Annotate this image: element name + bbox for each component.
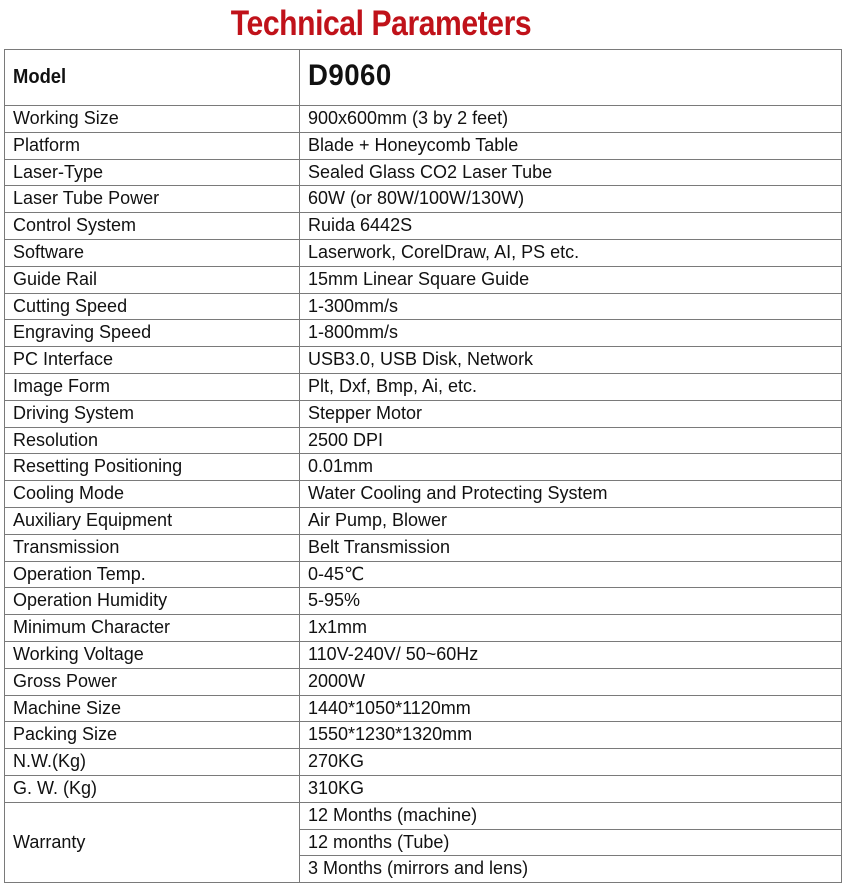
parameter-label: Driving System	[5, 400, 300, 427]
table-row	[5, 347, 842, 374]
table-row	[5, 454, 842, 481]
table-row	[5, 132, 842, 159]
table-row	[5, 534, 842, 561]
parameter-value: 1-300mm/s	[300, 293, 842, 320]
table-row	[5, 615, 842, 642]
parameter-label: Operation Temp.	[5, 561, 300, 588]
parameter-value: Laserwork, CorelDraw, AI, PS etc.	[300, 239, 842, 266]
parameter-value: 2500 DPI	[300, 427, 842, 454]
model-value: D9060	[308, 59, 392, 92]
parameter-label: Engraving Speed	[5, 320, 300, 347]
parameter-label: Cooling Mode	[5, 481, 300, 508]
parameter-label: Resetting Positioning	[5, 454, 300, 481]
parameter-label: Software	[5, 239, 300, 266]
parameter-value: 1550*1230*1320mm	[300, 722, 842, 749]
parameter-label: Guide Rail	[5, 266, 300, 293]
parameter-value: 0.01mm	[300, 454, 842, 481]
parameter-label: Minimum Character	[5, 615, 300, 642]
table-row	[5, 775, 842, 802]
parameter-value: Belt Transmission	[300, 534, 842, 561]
parameter-value: 1440*1050*1120mm	[300, 695, 842, 722]
parameter-label: Resolution	[5, 427, 300, 454]
table-row	[5, 213, 842, 240]
table-row	[5, 106, 842, 133]
parameter-label: Gross Power	[5, 668, 300, 695]
table-row	[5, 159, 842, 186]
parameter-label: Operation Humidity	[5, 588, 300, 615]
parameter-value: 2000W	[300, 668, 842, 695]
parameter-label: Platform	[5, 132, 300, 159]
page-title: Technical Parameters	[230, 4, 532, 43]
parameter-label: G. W. (Kg)	[5, 775, 300, 802]
parameter-value: Air Pump, Blower	[300, 507, 842, 534]
parameter-label: Control System	[5, 213, 300, 240]
warranty-value: 12 Months (machine)	[300, 802, 842, 829]
parameter-label: N.W.(Kg)	[5, 749, 300, 776]
parameter-label: Image Form	[5, 373, 300, 400]
parameter-value: 270KG	[300, 749, 842, 776]
parameter-value: Blade + Honeycomb Table	[300, 132, 842, 159]
warranty-row	[5, 802, 842, 829]
parameter-value: 900x600mm (3 by 2 feet)	[300, 106, 842, 133]
table-row	[5, 373, 842, 400]
table-row	[5, 266, 842, 293]
parameter-value: 0-45℃	[300, 561, 842, 588]
parameter-value: Stepper Motor	[300, 400, 842, 427]
spec-table	[4, 49, 842, 883]
model-label: Model	[13, 66, 67, 88]
parameter-value: 1x1mm	[300, 615, 842, 642]
table-row	[5, 507, 842, 534]
table-row	[5, 293, 842, 320]
parameter-label: Laser-Type	[5, 159, 300, 186]
parameter-value: 15mm Linear Square Guide	[300, 266, 842, 293]
table-row	[5, 186, 842, 213]
warranty-value: 12 months (Tube)	[300, 829, 842, 856]
parameter-value: 60W (or 80W/100W/130W)	[300, 186, 842, 213]
warranty-label: Warranty	[5, 802, 300, 882]
parameter-label: Auxiliary Equipment	[5, 507, 300, 534]
parameter-value: Sealed Glass CO2 Laser Tube	[300, 159, 842, 186]
table-row	[5, 481, 842, 508]
table-row	[5, 239, 842, 266]
model-value-cell	[300, 50, 842, 106]
parameter-label: Working Size	[5, 106, 300, 133]
table-row	[5, 588, 842, 615]
table-row	[5, 695, 842, 722]
table-row	[5, 400, 842, 427]
parameter-value: 110V-240V/ 50~60Hz	[300, 641, 842, 668]
parameter-value: Plt, Dxf, Bmp, Ai, etc.	[300, 373, 842, 400]
parameter-value: 310KG	[300, 775, 842, 802]
table-row	[5, 427, 842, 454]
parameter-value: Ruida 6442S	[300, 213, 842, 240]
parameter-label: Working Voltage	[5, 641, 300, 668]
table-row	[5, 668, 842, 695]
model-label-cell	[5, 50, 300, 106]
parameter-value: USB3.0, USB Disk, Network	[300, 347, 842, 374]
parameter-value: 1-800mm/s	[300, 320, 842, 347]
table-row	[5, 749, 842, 776]
parameter-label: Laser Tube Power	[5, 186, 300, 213]
table-row	[5, 561, 842, 588]
parameter-label: PC Interface	[5, 347, 300, 374]
parameter-label: Transmission	[5, 534, 300, 561]
table-row	[5, 320, 842, 347]
table-row	[5, 722, 842, 749]
parameter-label: Machine Size	[5, 695, 300, 722]
table-row	[5, 641, 842, 668]
parameter-value: 5-95%	[300, 588, 842, 615]
parameter-label: Packing Size	[5, 722, 300, 749]
parameter-value: Water Cooling and Protecting System	[300, 481, 842, 508]
table-header-row	[5, 50, 842, 106]
parameter-label: Cutting Speed	[5, 293, 300, 320]
warranty-value: 3 Months (mirrors and lens)	[300, 856, 842, 883]
